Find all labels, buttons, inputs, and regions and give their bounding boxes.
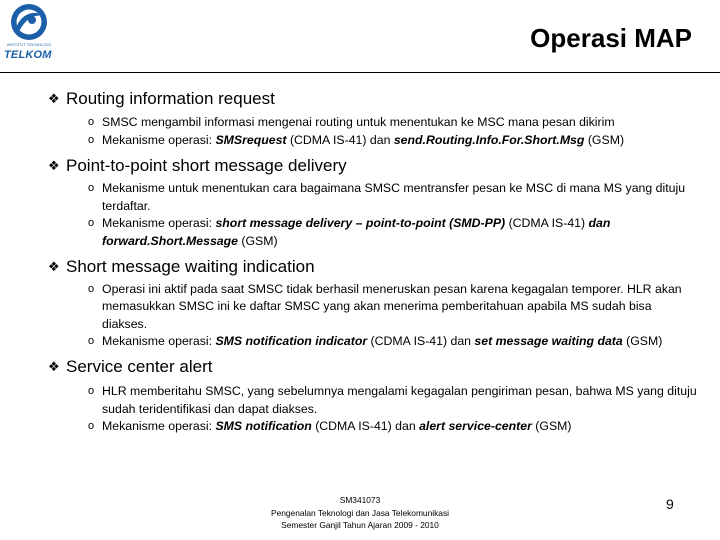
diamond-bullet-icon: ❖ — [48, 158, 60, 174]
page-title: Operasi MAP — [530, 23, 692, 53]
emphasis-term: dan forward.Short.Message — [102, 216, 611, 248]
section-heading-text: Short message waiting indication — [66, 256, 315, 276]
section-heading — [48, 356, 700, 377]
circle-bullet-icon: o — [88, 282, 95, 295]
sub-bullet-item — [88, 180, 700, 215]
diamond-bullet-icon: ❖ — [48, 258, 60, 274]
footer-course-name: Pengenalan Teknologi dan Jasa Telekomunikasi — [270, 507, 449, 518]
sub-bullet-item — [88, 383, 700, 418]
telkom-logo — [2, 2, 56, 64]
circle-bullet-icon: o — [88, 384, 95, 397]
section-routing-information-request — [48, 88, 700, 149]
slide-body — [48, 88, 700, 436]
header-divider — [0, 72, 720, 73]
sub-bullet-item — [88, 132, 700, 150]
sub-bullet-item — [88, 114, 700, 132]
sub-bullet-item — [88, 418, 700, 436]
section-heading — [48, 88, 700, 109]
page-number: 9 — [666, 496, 674, 512]
circle-bullet-icon: o — [88, 217, 95, 230]
sub-bullet-text: Mekanisme operasi: SMSrequest (CDMA IS-41) dan send.Routing.Info.For.Short.Msg (GSM) — [102, 132, 625, 147]
sub-bullet-item — [88, 281, 700, 334]
footer-semester: Semester Ganjil Tahun Ajaran 2009 - 2010 — [281, 520, 439, 530]
section-heading-text: Routing information request — [66, 89, 275, 108]
section-heading-text: Service center alert — [66, 356, 213, 376]
section-heading-text: Point-to-point short message delivery — [66, 156, 347, 176]
sub-bullet-list — [88, 383, 700, 436]
circle-bullet-icon: o — [88, 420, 95, 433]
circle-bullet-icon: o — [88, 133, 95, 146]
circle-bullet-icon: o — [88, 335, 95, 348]
diamond-bullet-icon: ❖ — [48, 91, 60, 106]
sub-bullet-item — [88, 215, 700, 250]
section-point-to-point-delivery — [48, 155, 700, 250]
emphasis-term: SMS notification — [215, 419, 312, 434]
sub-bullet-item — [88, 333, 700, 351]
section-service-center-alert — [48, 356, 700, 436]
sub-bullet-text: Operasi ini aktif pada saat SMSC tidak berhasil meneruskan pesan karena kegagalan temporer. HLR akan memasukkan SMSC ini ke daftar SMSC yang akan menerima pemberitahuan apabila MS sudah bisa diakses. — [102, 281, 682, 331]
sub-bullet-text: Mekanisme operasi: SMS notification indicator (CDMA IS-41) dan set message waiting data (GSM) — [102, 334, 663, 349]
diamond-bullet-icon: ❖ — [48, 358, 60, 374]
footer-course-code: SM341073 — [339, 495, 381, 505]
sub-bullet-text: Mekanisme operasi: short message delivery – point-to-point (SMD-PP) (CDMA IS-41) dan forward.Short.Message (GSM) — [102, 216, 611, 248]
emphasis-term: send.Routing.Info.For.Short.Msg — [393, 132, 585, 147]
emphasis-term: SMS notification indicator — [215, 334, 368, 349]
sub-bullet-text: HLR memberitahu SMSC, yang sebelumnya mengalami kegagalan pengiriman pesan, bahwa MS yang dituju sudah teridentifikasi dan dapat diakses. — [102, 383, 697, 416]
telkom-emblem-icon — [2, 2, 56, 44]
circle-bullet-icon: o — [88, 116, 95, 128]
sub-bullet-text: Mekanisme untuk menentukan cara bagaimana SMSC mentransfer pesan ke MSC di mana MS yang dituju terdaftar. — [102, 181, 686, 213]
sub-bullet-list — [88, 281, 700, 351]
sub-bullet-text: SMSC mengambil informasi mengenai routing untuk menentukan ke MSC mana pesan dikirim — [102, 115, 615, 129]
circle-bullet-icon: o — [88, 182, 95, 195]
emphasis-term: SMSrequest — [215, 132, 287, 147]
emphasis-term: alert service-center — [419, 419, 532, 434]
section-heading — [48, 256, 700, 277]
logo-name: TELKOM — [4, 49, 52, 61]
sub-bullet-list — [88, 114, 700, 149]
emphasis-term: set message waiting data — [474, 334, 623, 349]
sub-bullet-list — [88, 180, 700, 250]
sub-bullet-text: Mekanisme operasi: SMS notification (CDMA IS-41) dan alert service-center (GSM) — [102, 419, 572, 434]
section-heading — [48, 155, 700, 176]
emphasis-term: short message delivery – point-to-point (SMD-PP) — [215, 216, 506, 231]
section-short-message-waiting — [48, 256, 700, 351]
logo-tagline: INSTITUT TEKNOLOGI — [6, 42, 52, 47]
footer-course-info — [200, 494, 520, 532]
